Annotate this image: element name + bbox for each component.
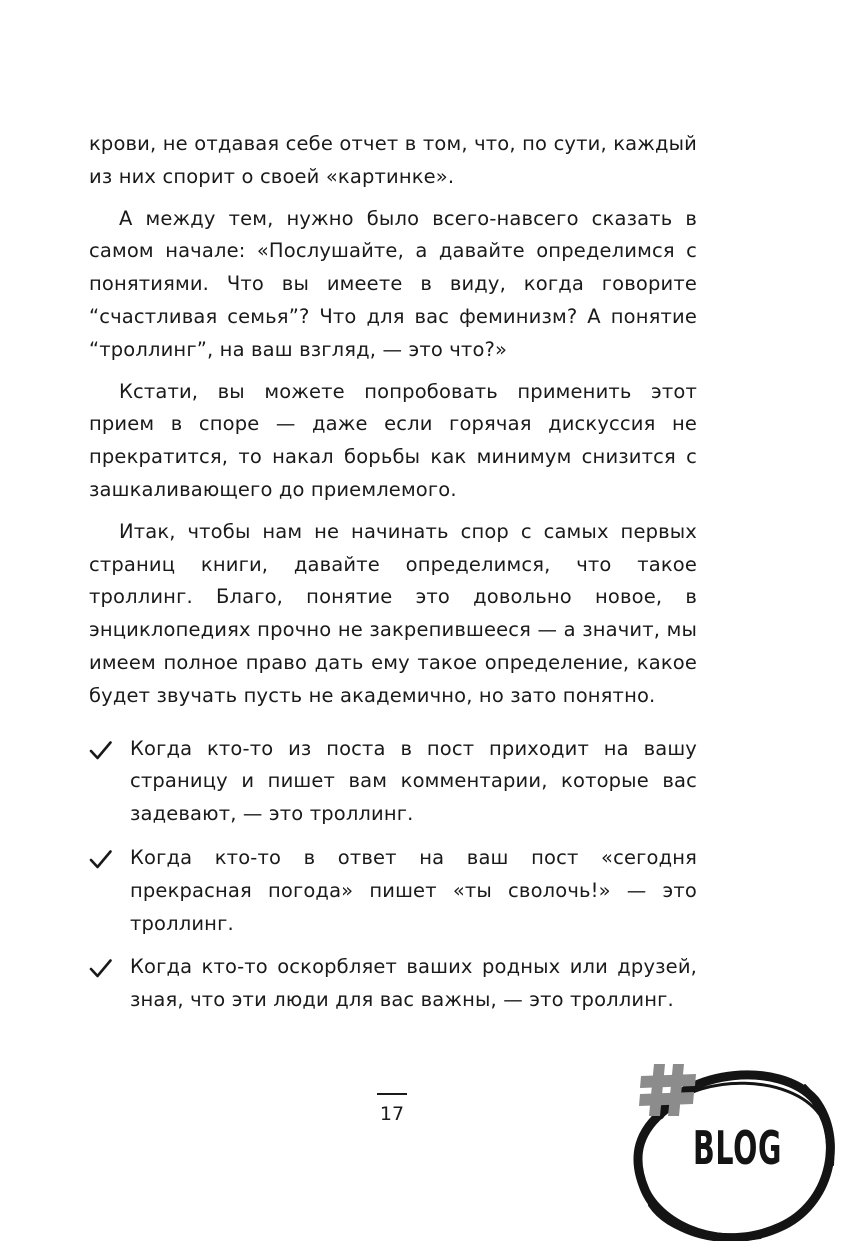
paragraph-2: А между тем, нужно было всего-навсего сказать в самом начале: «Послушайте, а давайте определимся с понятиями. Что вы имеете в виду, когда говорите “счастливая семья”? Что для вас феминизм? А понятие “троллинг”, на ваш взгляд, — это что?» [89, 206, 697, 361]
page-number: 17 [379, 1103, 405, 1125]
paragraph-4: Итак, чтобы нам не начинать спор с самых первых страниц книги, давайте определимся, что такое троллинг. Благо, понятие это довольно новое, в энциклопедиях прочно не закрепившееся — а значит, мы имеем полное право дать ему такое определение, какое будет звучать пусть не академично, но зато понятно. [89, 519, 697, 707]
checkmark-icon [89, 739, 113, 763]
paragraph-1: крови, не отдавая себе отчет в том, что, по сути, каждый из них спорит о своей «картинке». [89, 132, 697, 188]
hash-icon [638, 1060, 698, 1120]
checklist-item [89, 842, 697, 940]
paragraph-3: Кстати, вы можете попробовать применить этот прием в споре — даже если горячая дискуссия не прекратится, то накал борьбы как минимум снизится с зашкаливающего до приемлемого. [89, 379, 697, 501]
page-number-rule [377, 1093, 407, 1095]
checklist-item [89, 733, 697, 831]
checklist-item-text: Когда кто-то в ответ на ваш пост «сегодня прекрасная погода» пишет «ты сволочь!» — это троллинг. [130, 845, 697, 935]
checklist-item [89, 951, 697, 1017]
checkmark-icon [89, 957, 113, 981]
main-text [89, 128, 697, 1036]
checklist-item-text: Когда кто-то оскорбляет ваших родных или друзей, зная, что эти люди для вас важны, — это троллинг. [130, 955, 697, 1012]
checklist [89, 733, 697, 1017]
checklist-item-text: Когда кто-то из поста в пост приходит на вашу страницу и пишет вам комментарии, которые вас задевают, — это троллинг. [130, 736, 697, 826]
blog-label: BLOG [693, 1121, 783, 1175]
checkmark-icon [89, 848, 113, 872]
